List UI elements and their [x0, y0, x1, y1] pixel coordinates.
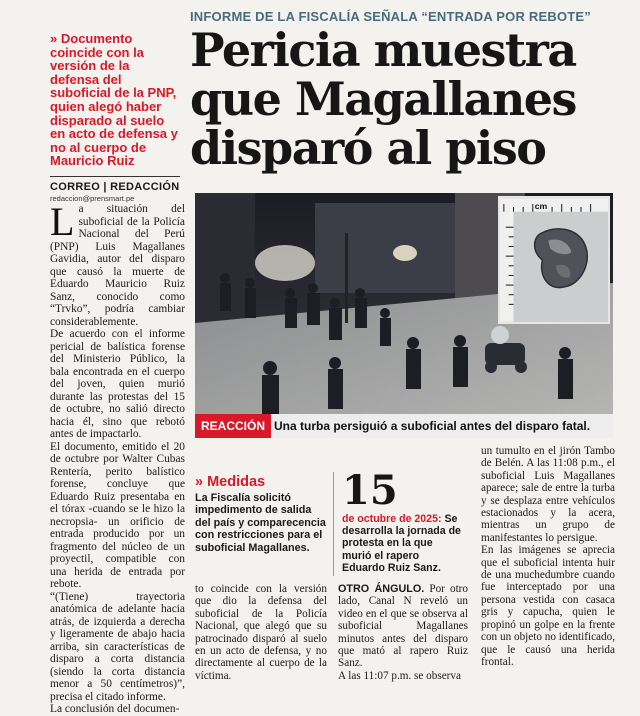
lead-text: Documento coincide con la versión de la defensa del suboficial de la PNP, quien alegó haber disparado al suelo en acto de defensa y no al cuerpo de Mauricio Ruiz [50, 31, 178, 169]
headline: Pericia muestra que Magallanes disparó al piso [190, 23, 576, 175]
medidas-box [195, 474, 327, 554]
lead-summary [50, 32, 180, 168]
vertical-divider [333, 472, 334, 576]
bullet-fragment-inset [498, 196, 610, 324]
date-label: de octubre de 2025: [342, 513, 442, 525]
paragraph: En las imágenes se aprecia que el suboficial intenta huir de una muchedumbre cuando fue interceptado por una persona vestida con casaca gris y capucha, quien le propinó un golpe en la frente con un objeto no identificado, que le causó una herida frontal. [481, 544, 615, 668]
date-box [342, 467, 464, 574]
byline-email: redaccion@prensmart.pe [50, 193, 135, 203]
medidas-body: La Fiscalía solicitó impedimento de salida del país y comparecencia con restricciones para el suboficial Magallanes. [195, 492, 326, 554]
caption-tag: REACCIÓN [195, 414, 271, 438]
ruler-and-fragment-illustration [500, 198, 608, 322]
date-number: 15 [342, 467, 398, 514]
sidebar-summary [50, 32, 180, 203]
article-column-3 [338, 583, 468, 682]
news-photo [195, 193, 613, 438]
paragraph: a situación del suboficial de la Policía Nacional del Perú (PNP) Luis Magallanes Gavidia, autor del disparo que causó la muerte de Eduardo Mauricio Ruiz Sanz, conocido como “Trvko”, podría cambiar considerablemente. [50, 203, 185, 328]
date-body: Se desarrolla la jornada de protesta en la que murió el rapero Eduardo Ruiz Sanz. [342, 513, 461, 574]
paragraph: De acuerdo con el informe pericial de balística forense del Ministerio Público, la bala encontrada en el cuerpo del joven, quien murió durante las protestas del 15 de octubre, no salió directo hacia él, sino que rebotó antes de impactarlo. [50, 328, 185, 440]
kicker: INFORME DE LA FISCALÍA SEÑALA “ENTRADA POR REBOTE” [190, 9, 591, 24]
paragraph: A las 11:07 p.m. se observa [338, 669, 461, 682]
marker-glyph: » [50, 31, 58, 46]
paragraph: un tumulto en el jirón Tambo de Belén. A las 11:08 p.m., el suboficial Luis Magallanes aparece; sale de entre la turba y se desplaza entre vehículos estacionados y la acera, mientras un grupo de manifestantes lo persigue. [481, 445, 615, 544]
photo-caption [195, 414, 613, 438]
divider [50, 176, 180, 177]
paragraph: to coincide con la versión que dio la defensa del suboficial de la Policía Nacional, que alegó que su patrocinado disparó al suelo en un acto de defensa, y no directamente al cuerpo de la víctima. [195, 583, 327, 682]
article-column-4 [481, 445, 615, 668]
caption-text: Una turba persiguió a suboficial antes del disparo fatal. [274, 419, 591, 433]
drop-cap: L [50, 199, 75, 244]
byline: CORREO | REDACCIÓN [50, 180, 180, 193]
subheading: OTRO ÁNGULO. [338, 583, 425, 595]
medidas-title: » Medidas [195, 474, 266, 490]
article-column-2 [195, 583, 327, 682]
paragraph: Por otro lado, Canal N reveló un video en el que se observa al suboficial Magallanes minutos antes del disparo que mató al rapero Ruiz Sanz. [338, 583, 469, 670]
article-column-1 [50, 199, 185, 716]
paragraph: La conclusión del documen- [50, 703, 180, 715]
date-description [342, 513, 464, 574]
paragraph: El documento, emitido el 20 de octubre por Walter Cubas Rentería, perito balístico forense, concluye que Eduardo Ruiz presentaba en el tórax -cuando se le hizo la necropsia- un orificio de entrada producido por un fragmento del núcleo de un proyectil, compatible con una herida de entrada por rebote. [50, 440, 185, 590]
paragraph: “(Tiene) trayectoria anatómica de adelante hacia atrás, de izquierda a derecha y ligeramente de abajo hacia arriba, sin características de disparo a corta distancia (siendo la corta distancia menor a 50 centímetros)”, precisa el citado informe. [50, 590, 185, 703]
ruler-unit-label: cm [534, 200, 548, 211]
